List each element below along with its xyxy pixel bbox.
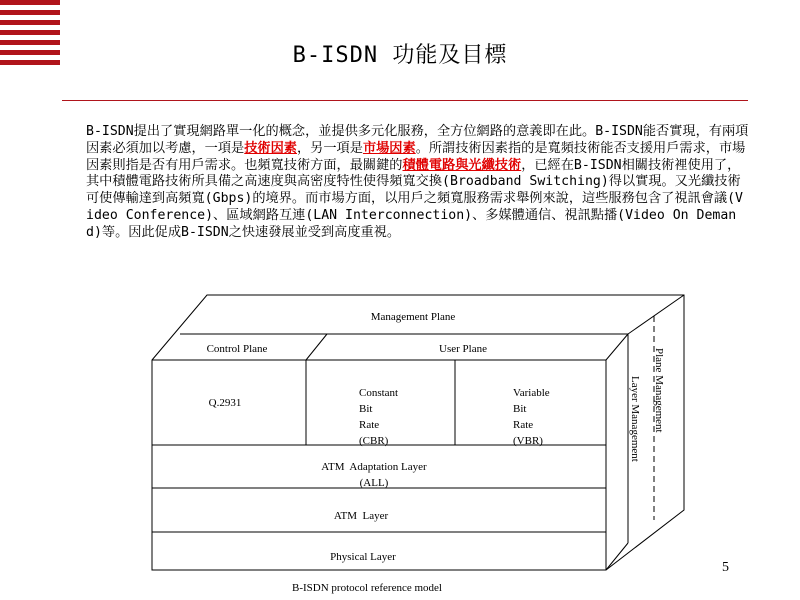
highlight-market-factor: 市場因素 <box>362 140 416 156</box>
atm-layer-label: ATM Layer <box>333 510 389 522</box>
vbr-label-line: Variable <box>513 387 550 399</box>
management-plane-label: Management Plane <box>370 311 456 323</box>
diagram-outline <box>152 295 684 570</box>
cbr-label-line: (CBR) <box>359 435 389 447</box>
control-plane-label: Control Plane <box>206 343 268 355</box>
vbr-label-line: Rate <box>513 419 534 431</box>
body-text-segment: 。所謂技術因素指的是寬頻技術能否支援用戶需求，市場因素則指是否有用戶需求。也頻寬技術方面，最關鍵的 <box>86 140 746 173</box>
body-paragraph <box>86 124 750 242</box>
q2931-label: Q.2931 <box>208 397 242 409</box>
title-divider <box>62 100 748 101</box>
cbr-label-line: Rate <box>359 419 380 431</box>
aal-label: ATM Adaptation Layer <box>321 461 427 473</box>
highlight-tech-factor: 技術因素 <box>244 140 297 156</box>
body-text-segment: ，另一項是 <box>297 140 363 156</box>
cbr-label-line: Bit <box>359 403 373 415</box>
aal-abbrev-label: (ALL) <box>359 477 389 489</box>
slide-title: B-ISDN 功能及目標 <box>292 43 508 68</box>
vbr-label-line: Bit <box>513 403 527 415</box>
page-number: 5 <box>722 560 729 575</box>
layer-management-label: Layer Management <box>629 376 641 462</box>
highlight-ic-fiber: 積體電路與光纖技術 <box>402 157 522 173</box>
diagram-caption: B-ISDN protocol reference model <box>292 582 442 594</box>
user-plane-label: User Plane <box>439 343 487 355</box>
body-text-segment: ，已經在B-ISDN相關技術裡使用了，其中積體電路技術所具備之高速度與高密度特性使得頻寬交換(Broadband Switching)得以實現。又光纖技術可使傳輸達到高頻寬(Gbps)的境界。而市場方面，以用戶之頻寬服務需求舉例來說，這些服務包含了視訊會議(Video Conference)、區域網路互連(LAN Interconnection)、多媒體通信、視訊點播(Video On Demand)等。因此促成B-ISDN之快速發展並受到高度重視。 <box>86 157 743 240</box>
body-text-segment: B-ISDN提出了實現網路單一化的概念，並提供多元化服務，全方位網路的意義即在此。B-ISDN能否實現，有兩項因素必須加以考慮，一項是 <box>86 124 749 156</box>
vbr-label-line: (VBR) <box>513 435 543 447</box>
plane-management-label: Plane Management <box>653 348 665 433</box>
physical-layer-label: Physical Layer <box>330 551 396 563</box>
cbr-label-line: Constant <box>359 387 399 399</box>
